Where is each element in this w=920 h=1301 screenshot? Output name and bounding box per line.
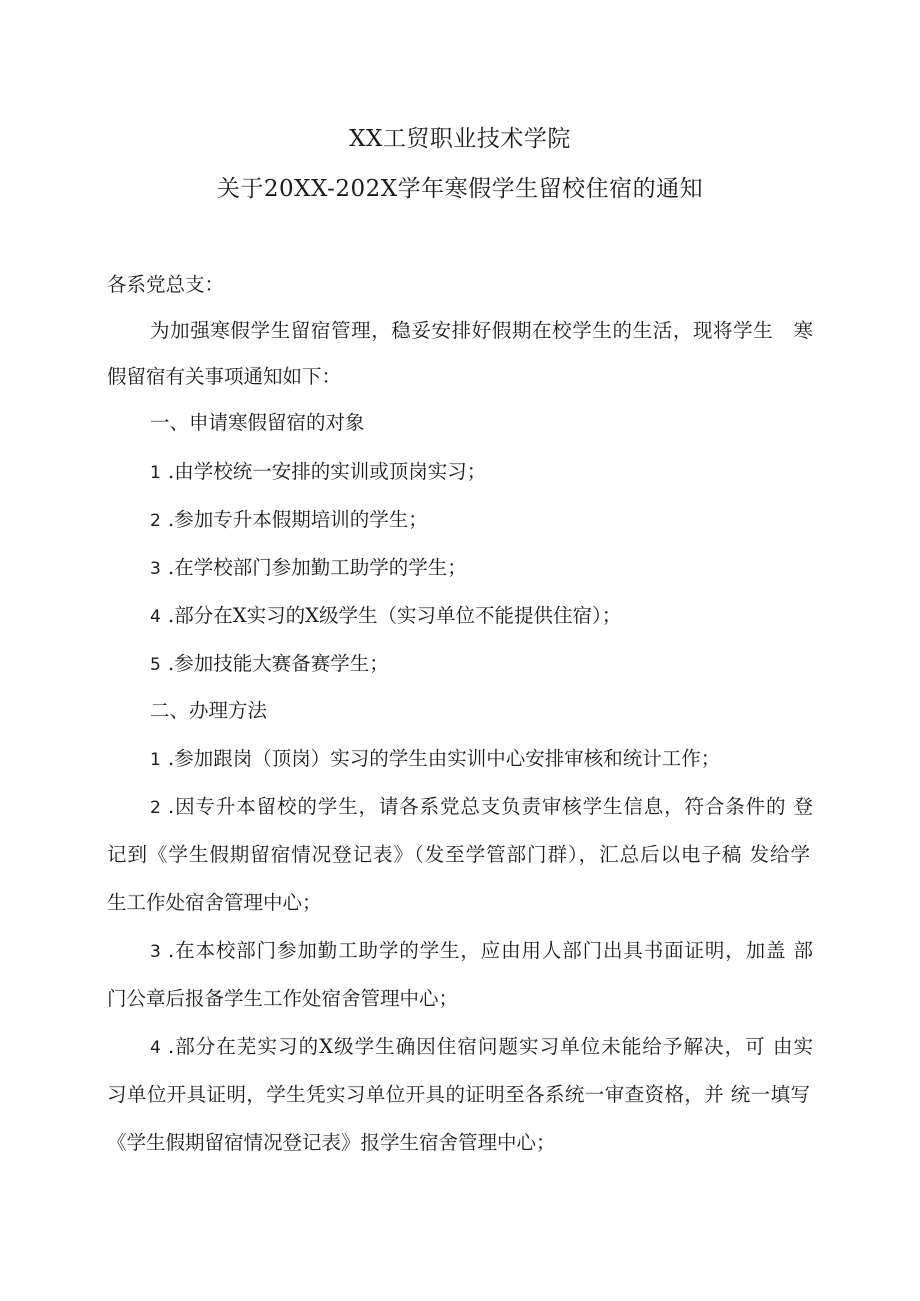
intro-line-2: 假留宿有关事项通知如下： bbox=[107, 365, 342, 388]
list-item-continuation: 《学生假期留宿情况登记表》报学生宿舍管理中心； bbox=[107, 1131, 556, 1154]
list-item-continuation: 习单位开具证明，学生凭实习单位开具的证明至各系统一审查资格，并 统一填写 bbox=[107, 1083, 810, 1106]
notice-title: 关于20XX-202X学年寒假学生留校住宿的通知 bbox=[216, 176, 704, 202]
section-heading-2: 二、办理方法 bbox=[150, 699, 268, 722]
list-item: 5 .参加技能大赛备赛学生； bbox=[150, 652, 389, 675]
list-item: 3 .在本校部门参加勤工助学的学生，应由用人部门出具书面证明，加盖 部 bbox=[150, 939, 813, 962]
list-item: 4 .部分在X实习的X级学生（实习单位不能提供住宿）； bbox=[150, 604, 622, 627]
list-item-continuation: 生工作处宿舍管理中心； bbox=[107, 891, 322, 914]
salutation: 各系党总支： bbox=[107, 273, 225, 296]
section-heading-1: 一、申请寒假留宿的对象 bbox=[150, 411, 365, 434]
list-item-continuation: 记到《学生假期留宿情况登记表》（发至学管部门群），汇总后以电子稿 发给学 bbox=[107, 843, 810, 866]
list-item-continuation: 门公章后报备学生工作处宿舍管理中心； bbox=[107, 987, 459, 1010]
list-item: 3 .在学校部门参加勤工助学的学生； bbox=[150, 556, 467, 579]
institution-title: XX工贸职业技术学院 bbox=[349, 126, 571, 152]
list-item: 2 .参加专升本假期培训的学生； bbox=[150, 508, 428, 531]
intro-line-1: 为加强寒假学生留宿管理，稳妥安排好假期在校学生的生活，现将学生 寒 bbox=[150, 319, 813, 342]
list-item: 1 .参加跟岗（顶岗）实习的学生由实训中心安排审核和统计工作； bbox=[150, 747, 721, 770]
list-item: 1 .由学校统一安排的实训或顶岗实习； bbox=[150, 460, 487, 483]
list-item: 4 .部分在芜实习的X级学生确因住宿问题实习单位未能给予解决，可 由实 bbox=[150, 1035, 813, 1058]
list-item: 2 .因专升本留校的学生，请各系党总支负责审核学生信息，符合条件的 登 bbox=[150, 795, 813, 818]
